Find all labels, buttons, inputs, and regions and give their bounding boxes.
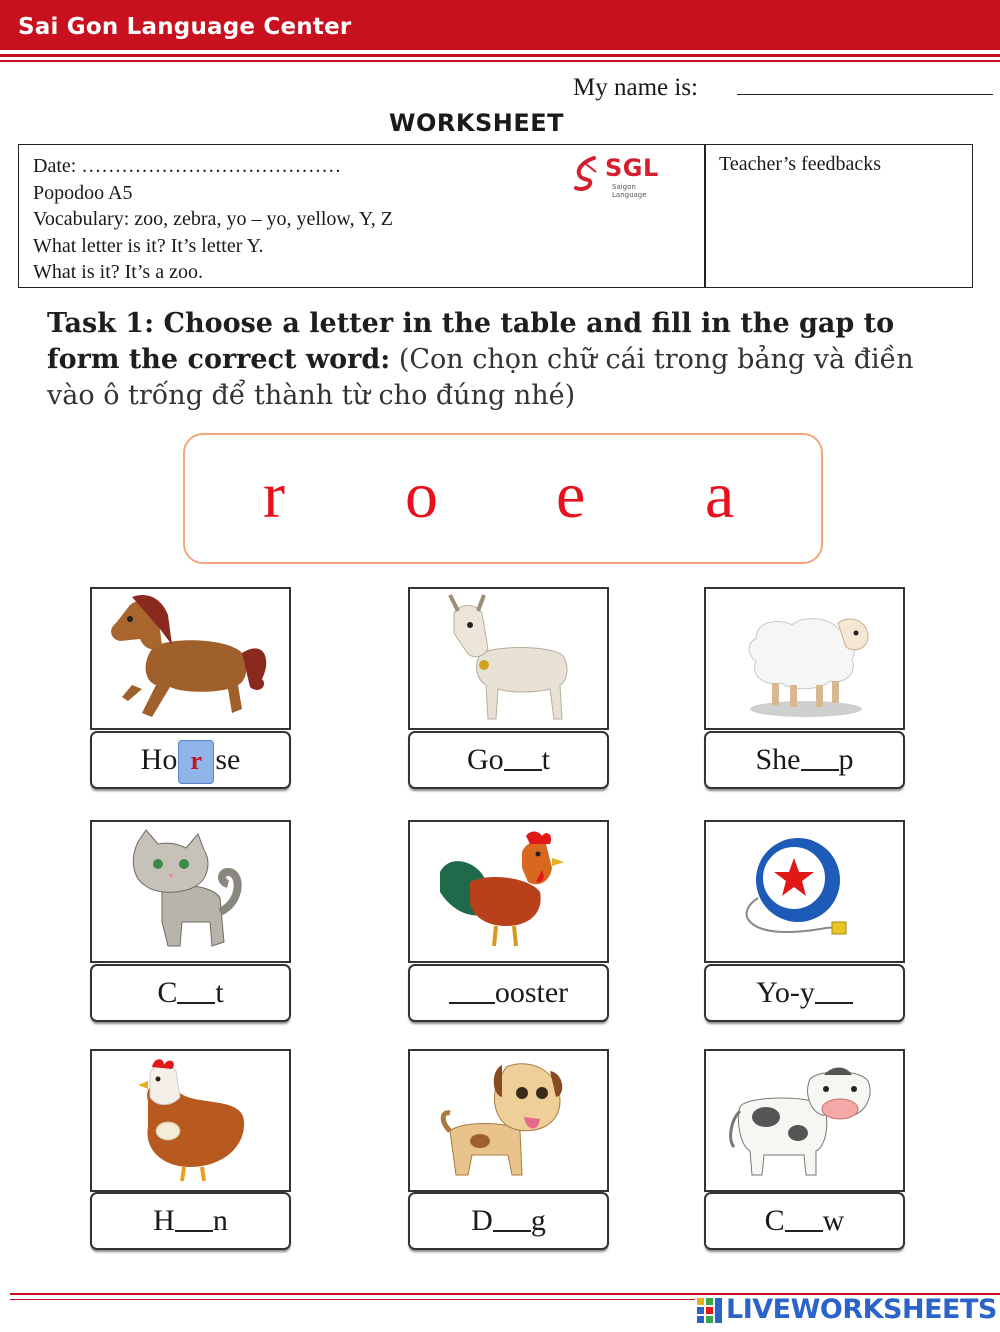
word-suffix: t xyxy=(541,743,550,776)
word-box-horse xyxy=(90,731,291,789)
word-prefix: Yo-y xyxy=(756,976,815,1009)
word-box-cat xyxy=(90,964,291,1022)
feedback-label: Teacher’s feedbacks xyxy=(719,153,882,175)
goat-icon xyxy=(410,589,607,728)
word-prefix: C xyxy=(157,976,178,1009)
date-line: Date: ………………………………… xyxy=(33,155,342,177)
horse-picture xyxy=(90,587,291,730)
cat-icon xyxy=(92,822,289,961)
sheep-picture xyxy=(704,587,905,730)
sgl-logo xyxy=(572,154,672,199)
cow-picture xyxy=(704,1049,905,1192)
word-suffix: p xyxy=(838,743,854,776)
word-suffix: w xyxy=(822,1204,845,1237)
name-field[interactable] xyxy=(737,94,993,95)
word-box-sheep xyxy=(704,731,905,789)
sgl-logo-icon xyxy=(572,156,604,192)
answer-field-cat[interactable] xyxy=(177,978,215,1004)
hen-picture xyxy=(90,1049,291,1192)
liveworksheets-brand[interactable]: LIVEWORKSHEETS xyxy=(726,1294,997,1325)
word-box-hen xyxy=(90,1192,291,1250)
task-title: Task 1: Choose a letter in the table and fill in the gap to form the correct word: xyxy=(47,308,895,375)
word-box-yoyo xyxy=(704,964,905,1022)
word-suffix: se xyxy=(215,743,241,776)
word-suffix: g xyxy=(530,1204,546,1237)
book-line: Popodoo A5 xyxy=(33,181,133,204)
teacher-feedback-box xyxy=(705,144,973,288)
logo-text: SGL xyxy=(605,154,659,182)
word-box-goat xyxy=(408,731,609,789)
word-suffix: ooster xyxy=(494,976,569,1009)
letter-option[interactable]: r xyxy=(263,459,285,532)
answer-field-sheep[interactable] xyxy=(801,745,839,771)
cow-icon xyxy=(706,1051,903,1190)
word-prefix: C xyxy=(764,1204,785,1237)
yoyo-icon xyxy=(706,822,903,961)
word-box-dog xyxy=(408,1192,609,1250)
org-title: Sai Gon Language Center xyxy=(18,14,352,40)
dog-picture xyxy=(408,1049,609,1192)
footer-divider-thin xyxy=(10,1299,695,1300)
word-suffix: n xyxy=(212,1204,228,1237)
sheep-icon xyxy=(706,589,903,728)
liveworksheets-logo-icon xyxy=(697,1298,723,1324)
word-prefix: H xyxy=(153,1204,175,1237)
answer-field-horse[interactable]: r xyxy=(178,740,214,784)
task-instructions xyxy=(47,306,947,414)
header-divider-thin xyxy=(0,60,1000,62)
answer-field-dog[interactable] xyxy=(493,1206,531,1232)
answer-field-hen[interactable] xyxy=(175,1206,213,1232)
task-translation: (Con chọn chữ cái trong bảng và điền vào ô trống để thành từ cho đúng nhé) xyxy=(47,344,914,411)
worksheet-title: WORKSHEET xyxy=(389,109,564,137)
name-label: My name is: xyxy=(573,74,698,101)
word-prefix: D xyxy=(471,1204,493,1237)
horse-icon xyxy=(92,589,289,728)
goat-picture xyxy=(408,587,609,730)
word-suffix: t xyxy=(215,976,224,1009)
letter-bank xyxy=(183,433,823,564)
logo-subtext: Saigon Language xyxy=(612,183,647,199)
word-box-cow xyxy=(704,1192,905,1250)
question-line-2: What is it? It’s a zoo. xyxy=(33,261,203,283)
word-box-rooster xyxy=(408,964,609,1022)
answer-field-yoyo[interactable] xyxy=(815,978,853,1004)
answer-field-cow[interactable] xyxy=(785,1206,823,1232)
rooster-icon xyxy=(410,822,607,961)
dog-icon xyxy=(410,1051,607,1190)
word-prefix: She xyxy=(755,743,801,776)
question-line-1: What letter is it? It’s letter Y. xyxy=(33,234,264,257)
cat-picture xyxy=(90,820,291,963)
letter-option[interactable]: o xyxy=(405,459,438,532)
letter-option[interactable]: a xyxy=(705,459,735,532)
word-prefix: Ho xyxy=(140,743,178,776)
rooster-picture xyxy=(408,820,609,963)
header-divider xyxy=(0,54,1000,57)
vocabulary-line: Vocabulary: zoo, zebra, yo – yo, yellow, Y, Z xyxy=(33,208,393,230)
hen-icon xyxy=(92,1051,289,1190)
answer-field-rooster[interactable] xyxy=(449,978,495,1004)
answer-field-goat[interactable] xyxy=(504,745,542,771)
yoyo-picture xyxy=(704,820,905,963)
letter-option[interactable]: e xyxy=(556,459,586,532)
word-prefix: Go xyxy=(466,743,504,776)
